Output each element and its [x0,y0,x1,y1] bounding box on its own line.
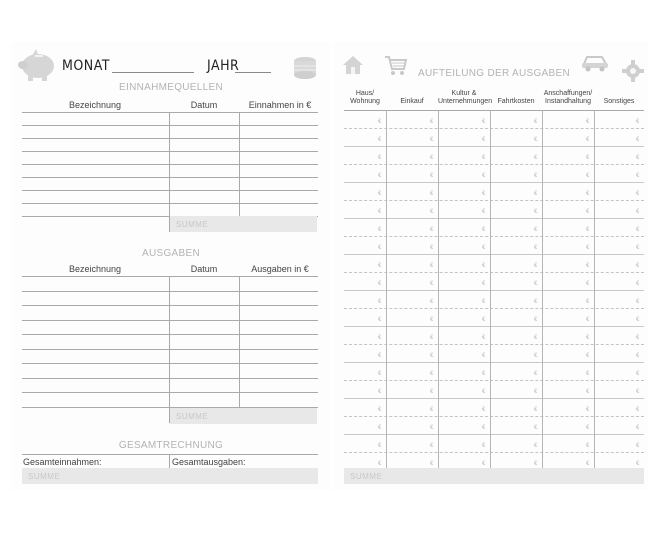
euro-symbol: € [430,371,434,377]
total-sum-label: SUMME [28,472,61,481]
house-icon [342,54,364,76]
euro-symbol: € [482,353,486,359]
breakdown-row[interactable] [344,344,644,345]
breakdown-row[interactable] [344,434,644,435]
breakdown-row[interactable] [344,236,644,237]
table-row[interactable] [22,378,318,379]
car-icon [580,52,610,72]
euro-symbol: € [534,281,538,287]
euro-symbol: € [534,335,538,341]
euro-symbol: € [430,389,434,395]
breakdown-sum-bar[interactable] [344,468,644,484]
euro-symbol: € [430,281,434,287]
euro-symbol: € [482,317,486,323]
euro-symbol: € [482,461,486,467]
euro-symbol: € [430,317,434,323]
euro-symbol: € [636,317,640,323]
month-label: MONAT [62,58,110,74]
euro-symbol: € [430,335,434,341]
euro-symbol: € [482,371,486,377]
euro-symbol: € [586,443,590,449]
euro-symbol: € [534,209,538,215]
breakdown-row[interactable] [344,128,644,129]
breakdown-col-header-line1: Kultur & [451,90,477,97]
breakdown-row[interactable] [344,326,644,327]
euro-symbol: € [636,407,640,413]
euro-symbol: € [534,155,538,161]
euro-symbol: € [482,137,486,143]
euro-symbol: € [586,407,590,413]
euro-symbol: € [636,425,640,431]
euro-symbol: € [378,191,382,197]
breakdown-col-header-line1: Haus/ [355,90,375,97]
euro-symbol: € [430,227,434,233]
euro-symbol: € [430,263,434,269]
table-row[interactable] [22,291,318,292]
euro-symbol: € [378,317,382,323]
euro-symbol: € [378,407,382,413]
euro-symbol: € [586,371,590,377]
breakdown-row[interactable] [344,200,644,201]
euro-symbol: € [534,317,538,323]
table-header-rule [22,276,318,277]
expenses-col-name: Bezeichnung [68,264,122,274]
income-sum-label: SUMME [176,220,209,229]
euro-symbol: € [378,443,382,449]
euro-symbol: € [586,155,590,161]
euro-symbol: € [636,281,640,287]
breakdown-row[interactable] [344,254,644,255]
euro-symbol: € [482,173,486,179]
table-row[interactable] [22,125,318,126]
breakdown-row[interactable] [344,416,644,417]
euro-symbol: € [636,119,640,125]
euro-symbol: € [586,281,590,287]
breakdown-column-divider [438,110,439,472]
euro-symbol: € [430,425,434,431]
year-field[interactable] [235,72,271,73]
euro-symbol: € [482,299,486,305]
breakdown-column-divider [490,110,491,472]
income-sum-bar[interactable] [170,216,317,232]
euro-symbol: € [534,173,538,179]
euro-symbol: € [534,137,538,143]
euro-symbol: € [482,119,486,125]
expenses-sum-label: SUMME [176,412,209,421]
breakdown-row[interactable] [344,182,644,183]
euro-symbol: € [534,389,538,395]
total-income-label: Gesamteinnahmen: [23,457,102,467]
breakdown-col-header [344,90,386,106]
breakdown-col-header-line2: Unternehmungen [438,98,493,105]
euro-symbol: € [636,173,640,179]
euro-symbol: € [586,389,590,395]
income-col-date: Datum [190,100,218,110]
euro-symbol: € [378,461,382,467]
euro-symbol: € [636,371,640,377]
euro-symbol: € [430,137,434,143]
euro-symbol: € [586,263,590,269]
euro-symbol: € [586,173,590,179]
euro-symbol: € [534,299,538,305]
euro-symbol: € [482,443,486,449]
table-row[interactable] [22,334,318,335]
table-header-rule [22,112,318,113]
euro-symbol: € [482,335,486,341]
euro-symbol: € [378,389,382,395]
breakdown-col-header-line1 [386,90,438,98]
piggy-bank-icon [14,48,58,82]
euro-symbol: € [378,245,382,251]
euro-symbol: € [430,353,434,359]
euro-symbol: € [482,155,486,161]
euro-symbol: € [378,299,382,305]
euro-symbol: € [534,263,538,269]
euro-symbol: € [378,425,382,431]
column-divider [239,112,240,232]
breakdown-col-header-line1 [594,90,644,98]
table-row[interactable] [22,164,318,165]
euro-symbol: € [378,137,382,143]
breakdown-col-header-line2: Instandhaltung [545,98,591,105]
euro-symbol: € [534,461,538,467]
euro-symbol: € [636,299,640,305]
euro-symbol: € [534,191,538,197]
euro-symbol: € [534,443,538,449]
breakdown-row[interactable] [344,218,644,219]
breakdown-row[interactable] [344,452,644,453]
euro-symbol: € [482,263,486,269]
euro-symbol: € [378,119,382,125]
right-page [334,42,648,490]
euro-symbol: € [636,335,640,341]
euro-symbol: € [636,245,640,251]
breakdown-row[interactable] [344,362,644,363]
euro-symbol: € [586,227,590,233]
euro-symbol: € [586,425,590,431]
euro-symbol: € [430,245,434,251]
table-row[interactable] [22,320,318,321]
breakdown-row[interactable] [344,164,644,165]
breakdown-row[interactable] [344,146,644,147]
euro-symbol: € [378,263,382,269]
euro-symbol: € [482,245,486,251]
expenses-col-date: Datum [190,264,218,274]
euro-symbol: € [636,443,640,449]
income-col-name: Bezeichnung [68,100,122,110]
breakdown-col-header-line2: Fahrtkosten [497,98,535,105]
euro-symbol: € [430,155,434,161]
breakdown-row[interactable] [344,380,644,381]
breakdown-col-header-line1 [490,90,542,98]
euro-symbol: € [586,299,590,305]
euro-symbol: € [430,443,434,449]
euro-symbol: € [378,371,382,377]
total-top-rule [22,454,318,455]
income-title: EINNAHMEQUELLEN [119,82,223,93]
table-row[interactable] [22,177,318,178]
euro-symbol: € [482,425,486,431]
breakdown-col-header [386,90,438,106]
table-row[interactable] [22,363,318,364]
euro-symbol: € [534,425,538,431]
euro-symbol: € [430,173,434,179]
income-col-amount: Einnahmen in € [248,100,312,110]
column-divider [239,276,240,423]
table-row[interactable] [22,190,318,191]
euro-symbol: € [586,353,590,359]
euro-symbol: € [378,281,382,287]
breakdown-row[interactable] [344,308,644,309]
breakdown-col-header-line2: Wohnung [350,98,380,105]
breakdown-column-divider [542,110,543,472]
euro-symbol: € [534,119,538,125]
euro-symbol: € [430,191,434,197]
expenses-sum-bar[interactable] [170,408,317,424]
euro-symbol: € [586,317,590,323]
euro-symbol: € [378,209,382,215]
column-divider [169,112,170,232]
euro-symbol: € [636,353,640,359]
expenses-title: AUSGABEN [142,248,200,259]
gear-icon [622,60,644,82]
euro-symbol: € [378,155,382,161]
euro-symbol: € [534,407,538,413]
euro-symbol: € [586,335,590,341]
year-label: JAHR [207,58,240,74]
euro-symbol: € [482,227,486,233]
euro-symbol: € [636,263,640,269]
euro-symbol: € [378,227,382,233]
euro-symbol: € [430,461,434,467]
euro-symbol: € [636,227,640,233]
breakdown-column-divider [386,110,387,472]
expenses-col-amount: Ausgaben in € [251,264,309,274]
table-row[interactable] [22,305,318,306]
euro-symbol: € [586,245,590,251]
euro-symbol: € [482,191,486,197]
breakdown-row[interactable] [344,272,644,273]
coins-icon [292,56,318,80]
euro-symbol: € [586,137,590,143]
euro-symbol: € [430,407,434,413]
euro-symbol: € [378,353,382,359]
table-row[interactable] [22,138,318,139]
euro-symbol: € [586,209,590,215]
euro-symbol: € [586,119,590,125]
table-row[interactable] [22,392,318,393]
euro-symbol: € [636,461,640,467]
breakdown-title: AUFTEILUNG DER AUSGABEN [418,68,570,79]
euro-symbol: € [378,173,382,179]
euro-symbol: € [586,461,590,467]
breakdown-column-divider [594,110,595,472]
breakdown-col-header-line1: Anschaffungen/ [543,90,593,97]
table-row[interactable] [22,151,318,152]
breakdown-col-header [594,90,644,106]
euro-symbol: € [430,209,434,215]
breakdown-row[interactable] [344,398,644,399]
euro-symbol: € [482,389,486,395]
month-field[interactable] [112,72,194,73]
left-page [12,42,330,490]
euro-symbol: € [636,155,640,161]
total-title: GESAMTRECHNUNG [118,440,224,451]
euro-symbol: € [430,119,434,125]
euro-symbol: € [534,353,538,359]
euro-symbol: € [636,209,640,215]
table-row[interactable] [22,203,318,204]
euro-symbol: € [636,137,640,143]
euro-symbol: € [482,209,486,215]
shopping-cart-icon [384,54,408,78]
euro-symbol: € [534,245,538,251]
euro-symbol: € [534,227,538,233]
breakdown-col-header [542,90,594,106]
euro-symbol: € [636,191,640,197]
column-divider [169,276,170,423]
total-sum-bar[interactable] [22,468,318,484]
breakdown-header-rule [344,110,644,111]
euro-symbol: € [534,371,538,377]
breakdown-col-header-line2: Sonstiges [603,98,635,105]
euro-symbol: € [586,191,590,197]
breakdown-row[interactable] [344,290,644,291]
euro-symbol: € [430,299,434,305]
total-expense-label: Gesamtausgaben: [172,457,246,467]
euro-symbol: € [482,407,486,413]
breakdown-col-header [490,90,542,106]
breakdown-col-header [438,90,493,106]
euro-symbol: € [482,281,486,287]
euro-symbol: € [636,389,640,395]
breakdown-sum-label: SUMME [350,472,383,481]
total-divider [169,454,170,468]
table-row[interactable] [22,349,318,350]
euro-symbol: € [378,335,382,341]
breakdown-col-header-line2: Einkauf [400,98,424,105]
